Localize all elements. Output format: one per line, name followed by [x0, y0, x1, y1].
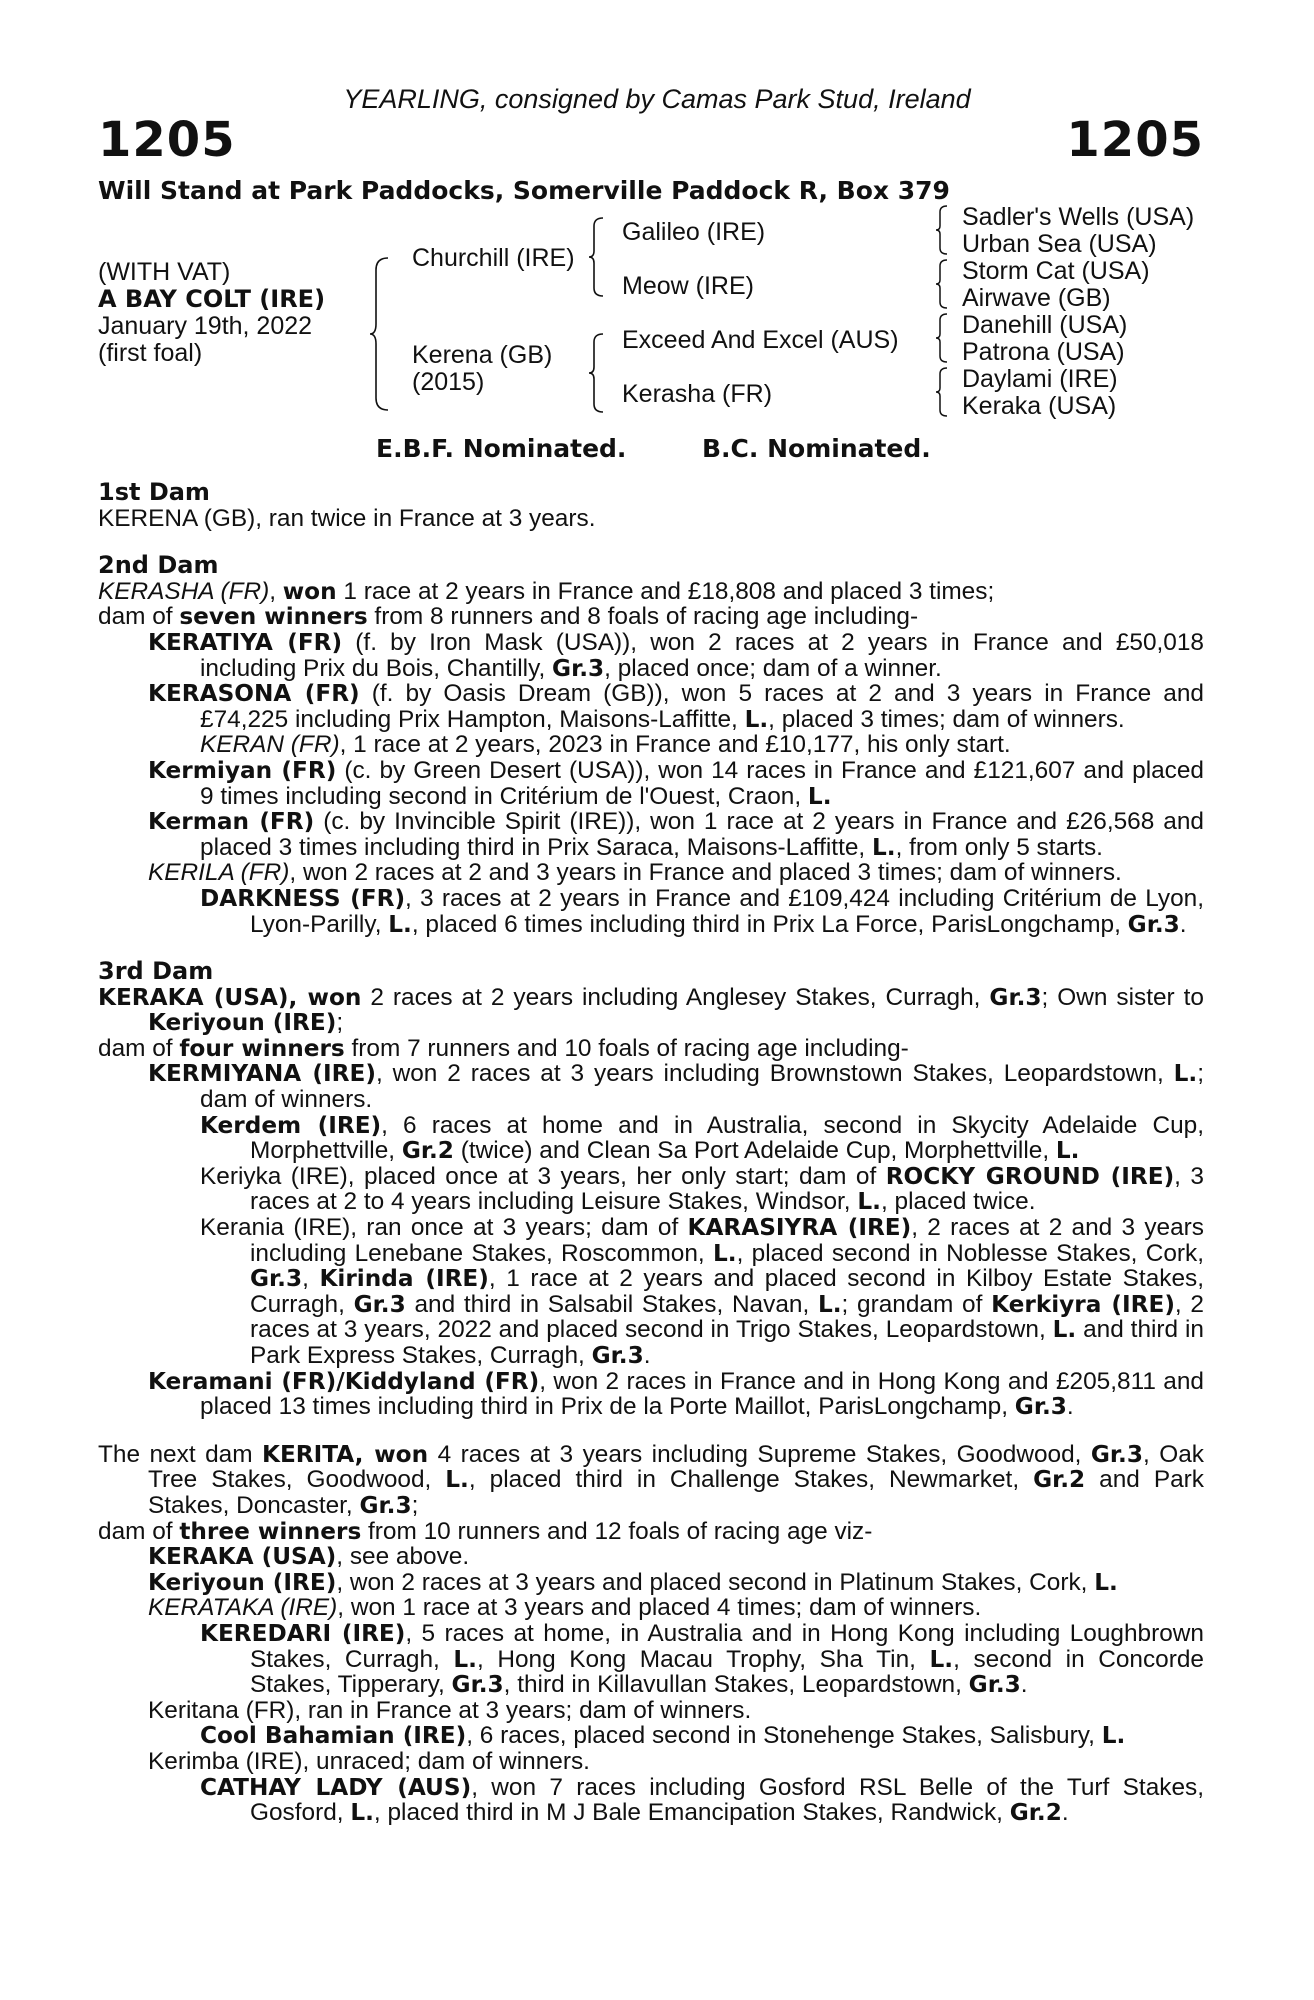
pedigree-entry — [98, 1595, 1204, 1621]
entry-text: L. — [857, 1188, 881, 1216]
pedigree-entry — [98, 886, 1204, 937]
foaling-date: January 19th, 2022 — [98, 312, 313, 340]
entry-text: Kerimba (IRE), unraced; dam of winners. — [148, 1747, 590, 1775]
entry-text: . — [1020, 1671, 1028, 1699]
entry-text: L. — [807, 782, 832, 810]
entry-text: KERMIYANA (IRE) — [148, 1060, 376, 1088]
bc-nomination: B.C. Nominated. — [702, 434, 931, 463]
entry-text: , — [269, 577, 283, 605]
entry-text: KERASHA (FR) — [98, 577, 270, 605]
pedigree-entry — [98, 1775, 1204, 1826]
pedigree-main-brace — [370, 256, 392, 412]
entry-text: , won 2 races at 3 years and placed second in Platinum Stakes, Cork, — [336, 1568, 1095, 1596]
pedigree-sire: Churchill (IRE) — [412, 244, 575, 272]
ebf-nomination: E.B.F. Nominated. — [376, 434, 627, 463]
section-title: 2nd Dam — [98, 551, 219, 580]
entry-text: Gr.3 — [1127, 910, 1180, 938]
entry-text: , from only 5 starts. — [895, 833, 1103, 861]
entry-text: KERAKA (USA), won — [98, 983, 362, 1011]
pedigree-g5: Danehill (USA) — [962, 311, 1128, 339]
entry-text: Gr.3 — [359, 1491, 412, 1519]
pedigree-entry — [98, 1442, 1204, 1519]
entry-text: L. — [388, 910, 412, 938]
entry-text: . — [643, 1342, 651, 1369]
entry-text: ; Own sister to — [1041, 983, 1204, 1011]
entry-text: , Hong Kong Macau Trophy, Sha Tin, — [476, 1645, 930, 1673]
entry-text: , see above. — [336, 1543, 470, 1571]
entry-text: , placed third in M J Bale Emancipation Stakes, Randwick, — [373, 1799, 1010, 1827]
pedigree-entry — [98, 1061, 1204, 1112]
entry-text: Kermiyan (FR) — [148, 756, 337, 784]
entry-text: won — [282, 577, 337, 605]
entry-text: , second in Concorde Stakes, Tipperary, — [250, 1645, 1205, 1699]
entry-text: Keramani (FR)/Kiddyland (FR) — [148, 1367, 540, 1395]
entry-text: , third in Killavullan Stakes, Leopardstown, — [503, 1671, 969, 1699]
lot-number-right: 1205 — [1066, 112, 1204, 168]
pedigree-g3: Storm Cat (USA) — [962, 257, 1150, 285]
entry-text: L. — [1052, 1316, 1077, 1344]
pedigree-entry — [98, 1570, 1204, 1596]
entry-text: L. — [350, 1799, 374, 1827]
pedigree-entry — [98, 1544, 1204, 1570]
entry-text: KERILA (FR) — [148, 859, 290, 887]
pedigree-entry — [98, 860, 1204, 886]
entry-text: Gr.3 — [353, 1290, 406, 1318]
entry-text: L. — [1055, 1137, 1080, 1165]
entry-text: . — [1061, 1799, 1069, 1827]
entry-text: (c. by Invincible Spirit (IRE)), won 1 race at 2 years in France and £26,568 and placed 3 times including third in Prix Saraca, Maisons-Laffitte, — [200, 808, 1205, 861]
entry-text: , 2 races at 2 and 3 years including Lenebane Stakes, Roscommon, — [250, 1214, 1204, 1267]
entry-text: , 6 races, placed second in Stonehenge Stakes, Salisbury, — [466, 1722, 1102, 1750]
pedigree-g-brace-2 — [936, 258, 950, 310]
entry-text: L. — [1094, 1568, 1118, 1596]
entry-text: , 6 races at home and in Australia, second in Skycity Adelaide Cup, Morphettville, — [250, 1111, 1204, 1165]
entry-text: Kirinda (IRE) — [319, 1265, 489, 1293]
entry-text: L. — [453, 1645, 477, 1673]
pedigree-entry — [98, 1749, 1204, 1775]
pedigree-entry — [98, 809, 1204, 860]
foal-note: (first foal) — [98, 339, 203, 367]
entry-text: from 7 runners and 10 foals of racing age including- — [344, 1034, 909, 1062]
vat-note: (WITH VAT) — [98, 258, 231, 286]
entry-text: Kerdem (IRE) — [200, 1111, 382, 1139]
pedigree-entry — [98, 681, 1204, 732]
pedigree-g-brace-4 — [936, 366, 950, 418]
entry-text: , 2 races at 3 years, 2022 and placed second in Trigo Stakes, Leopardstown, — [250, 1290, 1204, 1344]
entry-text: dam of — [98, 1034, 180, 1062]
entry-text: Gr.3 — [968, 1671, 1021, 1699]
pedigree-g1: Sadler's Wells (USA) — [962, 203, 1195, 231]
entry-text: , placed 3 times; dam of winners. — [768, 705, 1125, 733]
pedigree-entry — [98, 1164, 1204, 1215]
pedigree-dam-sire: Exceed And Excel (AUS) — [622, 326, 899, 354]
entry-text: ROCKY GROUND (IRE) — [885, 1162, 1175, 1190]
entry-text: Gr.3 — [989, 983, 1042, 1011]
entry-text: KERENA (GB), ran twice in France at 3 years. — [98, 504, 596, 532]
entry-text: KERAKA (USA) — [148, 1543, 337, 1571]
entry-text: , Oak Tree Stakes, Goodwood, — [148, 1440, 1204, 1494]
pedigree-entry — [98, 1621, 1204, 1698]
entry-text: The next dam — [98, 1440, 262, 1468]
entry-text: 2 races at 2 years including Anglesey Stakes, Curragh, — [361, 983, 990, 1011]
pedigree-entry — [98, 732, 1204, 758]
horse-name: A BAY COLT (IRE) — [98, 285, 326, 313]
entry-text: Gr.3 — [591, 1342, 644, 1369]
entry-text: Kerman (FR) — [148, 808, 315, 836]
entry-text: Gr.3 — [1090, 1440, 1143, 1468]
entry-text: KEREDARI (IRE) — [200, 1619, 406, 1647]
entry-text: , won 7 races including Gosford RSL Belle of the Turf Stakes, Gosford, — [250, 1773, 1204, 1827]
pedigree-entry — [98, 506, 1204, 532]
entry-text: from 10 runners and 12 foals of racing age viz- — [361, 1517, 873, 1545]
entry-text: , 1 race at 2 years and placed second in Kilboy Estate Stakes, Curragh, — [250, 1265, 1204, 1318]
entry-text: , 5 races at home, in Australia and in Hong Kong including Loughbrown Stakes, Curragh, — [250, 1619, 1204, 1673]
entry-text: L. — [713, 1239, 737, 1267]
pedigree-g2: Urban Sea (USA) — [962, 230, 1157, 258]
pedigree-sire-sire: Galileo (IRE) — [622, 218, 766, 246]
pedigree-dam-year: (2015) — [412, 368, 485, 396]
entry-text: 1 race at 2 years in France and £18,808 and placed 3 times; — [336, 577, 995, 605]
entry-text: L. — [817, 1290, 842, 1318]
entry-text: KERASONA (FR) — [148, 680, 360, 708]
entry-text: 4 races at 3 years including Supreme Stakes, Goodwood, — [428, 1440, 1091, 1468]
entry-text: . — [1066, 1393, 1074, 1421]
entry-text: , placed second in Noblesse Stakes, Cork, — [736, 1239, 1204, 1267]
pedigree-entry — [98, 630, 1204, 681]
pedigree-dam-dam: Kerasha (FR) — [622, 380, 773, 408]
entry-text: CATHAY LADY (AUS) — [200, 1773, 472, 1801]
entry-text: ; dam of winners. — [200, 1060, 1204, 1114]
entry-text: ; — [411, 1491, 419, 1519]
sale-subtitle: YEARLING, consigned by Camas Park Stud, Ireland — [343, 84, 971, 114]
pedigree-g8: Keraka (USA) — [962, 392, 1117, 420]
pedigree-g-brace-1 — [936, 204, 950, 256]
entry-text: Keriyoun (IRE) — [148, 1568, 337, 1596]
entry-text: dam of — [98, 603, 180, 631]
pedigree-entry — [98, 1215, 1204, 1369]
entry-text: ; — [336, 1009, 344, 1037]
entry-text: DARKNESS (FR) — [200, 884, 406, 912]
pedigree-sire-dam: Meow (IRE) — [622, 272, 754, 300]
entry-text: L. — [744, 705, 769, 733]
entry-text: Kerkiyra (IRE) — [991, 1290, 1175, 1318]
catalogue-body — [98, 480, 1204, 1826]
pedigree-g6: Patrona (USA) — [962, 338, 1125, 366]
entry-text: (f. by Oasis Dream (GB)), won 5 races at 2 and 3 years in France and £74,225 including Prix Hampton, Maisons-Laffitte, — [200, 680, 1205, 733]
entry-text: , won 1 race at 3 years and placed 4 times; dam of winners. — [337, 1594, 982, 1622]
entry-text: (f. by Iron Mask (USA)), won 2 races at 2 years in France and £50,018 including Prix du Bois, Chantilly, — [200, 628, 1204, 682]
entry-text: KERAN (FR) — [200, 731, 340, 759]
entry-text: KERATIYA (FR) — [148, 628, 343, 656]
entry-text: , placed once; dam of a winner. — [604, 654, 942, 682]
entry-text: , 3 races at 2 years in France and £109,424 including Critérium de Lyon, Lyon-Parilly, — [250, 884, 1204, 938]
entry-text: Gr.3 — [250, 1265, 303, 1293]
entry-text: , won 2 races at 3 years including Brownstown Stakes, Leopardstown, — [375, 1060, 1174, 1088]
pedigree-entry — [98, 1036, 1204, 1062]
entry-text: . — [1179, 910, 1187, 938]
entry-text: KARASIYRA (IRE) — [687, 1214, 912, 1242]
entry-text: (twice) and Clean Sa Port Adelaide Cup, Morphettville, — [453, 1137, 1056, 1165]
entry-text: Gr.2 — [1033, 1466, 1086, 1494]
entry-text: , won 2 races in France and in Hong Kong and £205,811 and placed 13 times including third in Prix de la Porte Maillot, ParisLongchamp, — [200, 1367, 1204, 1421]
entry-text: and Park Stakes, Doncaster, — [148, 1466, 1205, 1519]
entry-text: , 3 races at 2 to 4 years including Leisure Stakes, Windsor, — [250, 1162, 1204, 1216]
pedigree-entry — [98, 758, 1204, 809]
entry-text: L. — [1101, 1722, 1126, 1750]
pedigree-entry — [98, 1698, 1204, 1724]
entry-text: L. — [1173, 1060, 1198, 1088]
pedigree-entry — [98, 579, 1204, 605]
entry-text: Gr.2 — [1009, 1799, 1062, 1827]
pedigree-entry — [98, 1723, 1204, 1749]
lot-number-left: 1205 — [98, 112, 236, 168]
entry-text: dam of — [98, 1517, 180, 1545]
entry-text: KERATAKA (IRE) — [148, 1594, 338, 1622]
entry-text: Keriyka (IRE), placed once at 3 years, her only start; dam of — [200, 1162, 886, 1190]
pedigree-g7: Daylami (IRE) — [962, 365, 1118, 393]
entry-text: and third in Salsabil Stakes, Navan, — [405, 1290, 818, 1318]
section-spacer — [98, 1420, 1204, 1442]
pedigree-sire-brace — [589, 216, 607, 298]
pedigree-entry — [98, 1113, 1204, 1164]
entry-text: seven winners — [179, 603, 368, 631]
entry-text: from 8 runners and 8 foals of racing age including- — [367, 603, 919, 631]
entry-text: L. — [929, 1645, 954, 1673]
entry-text: Keriyoun (IRE) — [148, 1009, 337, 1037]
section-title: 3rd Dam — [98, 957, 214, 986]
entry-text: Cool Bahamian (IRE) — [200, 1722, 467, 1750]
entry-text: (c. by Green Desert (USA)), won 14 races in France and £121,607 and placed 9 times including second in Critérium de l'Ouest, Craon, — [200, 756, 1204, 810]
entry-text: Gr.3 — [451, 1671, 504, 1699]
entry-text: , 1 race at 2 years, 2023 in France and £10,177, his only start. — [339, 731, 1011, 759]
entry-text: three winners — [179, 1517, 362, 1545]
section-title: 1st Dam — [98, 478, 210, 506]
entry-text: KERITA, won — [261, 1440, 429, 1468]
pedigree-entry — [98, 604, 1204, 630]
entry-text: L. — [445, 1466, 469, 1494]
entry-text: Kerania (IRE), ran once at 3 years; dam of — [200, 1214, 688, 1242]
entry-text: four winners — [179, 1034, 345, 1062]
entry-text: , placed twice. — [880, 1188, 1036, 1216]
entry-text: , won 2 races at 2 and 3 years in France and placed 3 times; dam of winners. — [289, 859, 1122, 887]
entry-text: Gr.3 — [552, 654, 605, 682]
entry-text: Gr.2 — [401, 1137, 454, 1165]
entry-text: ; grandam of — [841, 1290, 992, 1318]
pedigree-dam-brace — [589, 332, 607, 414]
entry-text: Gr.3 — [1014, 1393, 1067, 1421]
pedigree-g4: Airwave (GB) — [962, 284, 1111, 312]
entry-text: , placed 6 times including third in Prix La Force, ParisLongchamp, — [411, 910, 1128, 938]
pedigree-entry — [98, 985, 1204, 1036]
pedigree-dam: Kerena (GB) — [412, 341, 553, 369]
entry-text: , — [302, 1265, 320, 1293]
entry-text: , placed third in Challenge Stakes, Newmarket, — [468, 1466, 1034, 1494]
pedigree-entry — [98, 1519, 1204, 1545]
entry-text: L. — [871, 833, 896, 861]
entry-text: and third in Park Express Stakes, Curragh, — [250, 1316, 1204, 1369]
pedigree-entry — [98, 1369, 1204, 1420]
stand-location: Will Stand at Park Paddocks, Somerville Paddock R, Box 379 — [98, 176, 950, 205]
entry-text: Keritana (FR), ran in France at 3 years; dam of winners. — [148, 1696, 752, 1724]
pedigree-g-brace-3 — [936, 312, 950, 364]
